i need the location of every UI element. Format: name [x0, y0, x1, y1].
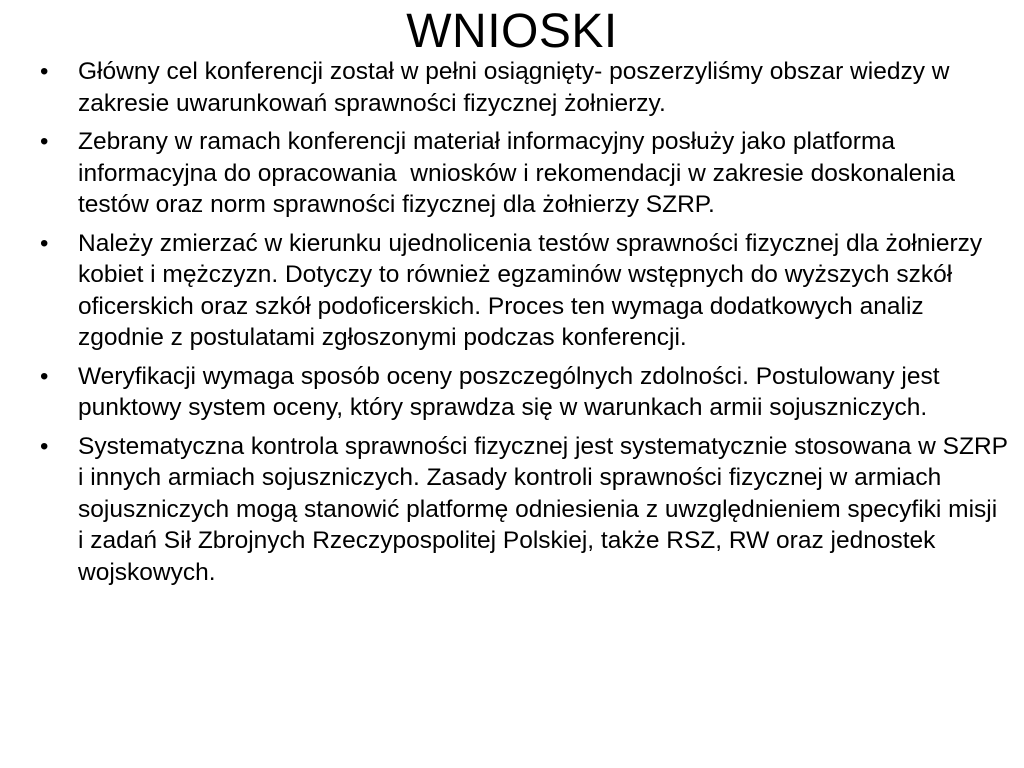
- bullet-text: Główny cel konferencji został w pełni osiągnięty- poszerzyliśmy obszar wiedzy w zakresie uwarunkowań sprawności fizycznej żołnierzy.: [78, 58, 950, 117]
- bullet-item: [36, 56, 1008, 119]
- bullet-text: Systematyczna kontrola sprawności fizycznej jest systematycznie stosowana w SZRP i innych armiach sojuszniczych. Zasady kontroli sprawności fizycznej w armiach sojuszniczych mogą stanowić platformę odniesienia z uwzględnieniem specyfiki misji i zadań Sił Zbrojnych Rzeczypospolitej Polskiej, także RSZ, RW oraz jednostek wojskowych.: [78, 432, 1008, 586]
- bullet-dot-icon: •: [40, 362, 49, 390]
- bullet-dot-icon: •: [40, 128, 49, 155]
- bullet-text: Weryfikacji wymaga sposób oceny poszczególnych zdolności. Postulowany jest punktowy system oceny, który sprawdza się w warunkach armii sojuszniczych.: [78, 362, 940, 421]
- bullet-dot-icon: •: [40, 58, 49, 85]
- bullet-item: [36, 228, 1008, 354]
- bullet-text: Zebrany w ramach konferencji materiał informacyjny posłuży jako platforma informacyjna do opracowania wniosków i rekomendacji w zakresie doskonalenia testów oraz norm sprawności fizycznej dla żołnierzy SZRP.: [78, 128, 962, 218]
- bullet-dot-icon: •: [40, 432, 49, 460]
- bullet-text: Należy zmierzać w kierunku ujednolicenia testów sprawności fizycznej dla żołnierzy kobiet i mężczyzn. Dotyczy to również egzaminów wstępnych do wyższych szkół oficerskich oraz szkół podoficerskich. Proces ten wymaga dodatkowych analiz zgodnie z postulatami zgłoszonymi podczas konferencji.: [78, 229, 983, 351]
- bullet-item: [36, 431, 1008, 589]
- bullet-item: [36, 361, 1008, 424]
- bullet-item: [36, 126, 1008, 221]
- bullet-list: [36, 56, 1008, 595]
- slide-title: WNIOSKI: [406, 5, 618, 58]
- bullet-dot-icon: •: [40, 229, 49, 257]
